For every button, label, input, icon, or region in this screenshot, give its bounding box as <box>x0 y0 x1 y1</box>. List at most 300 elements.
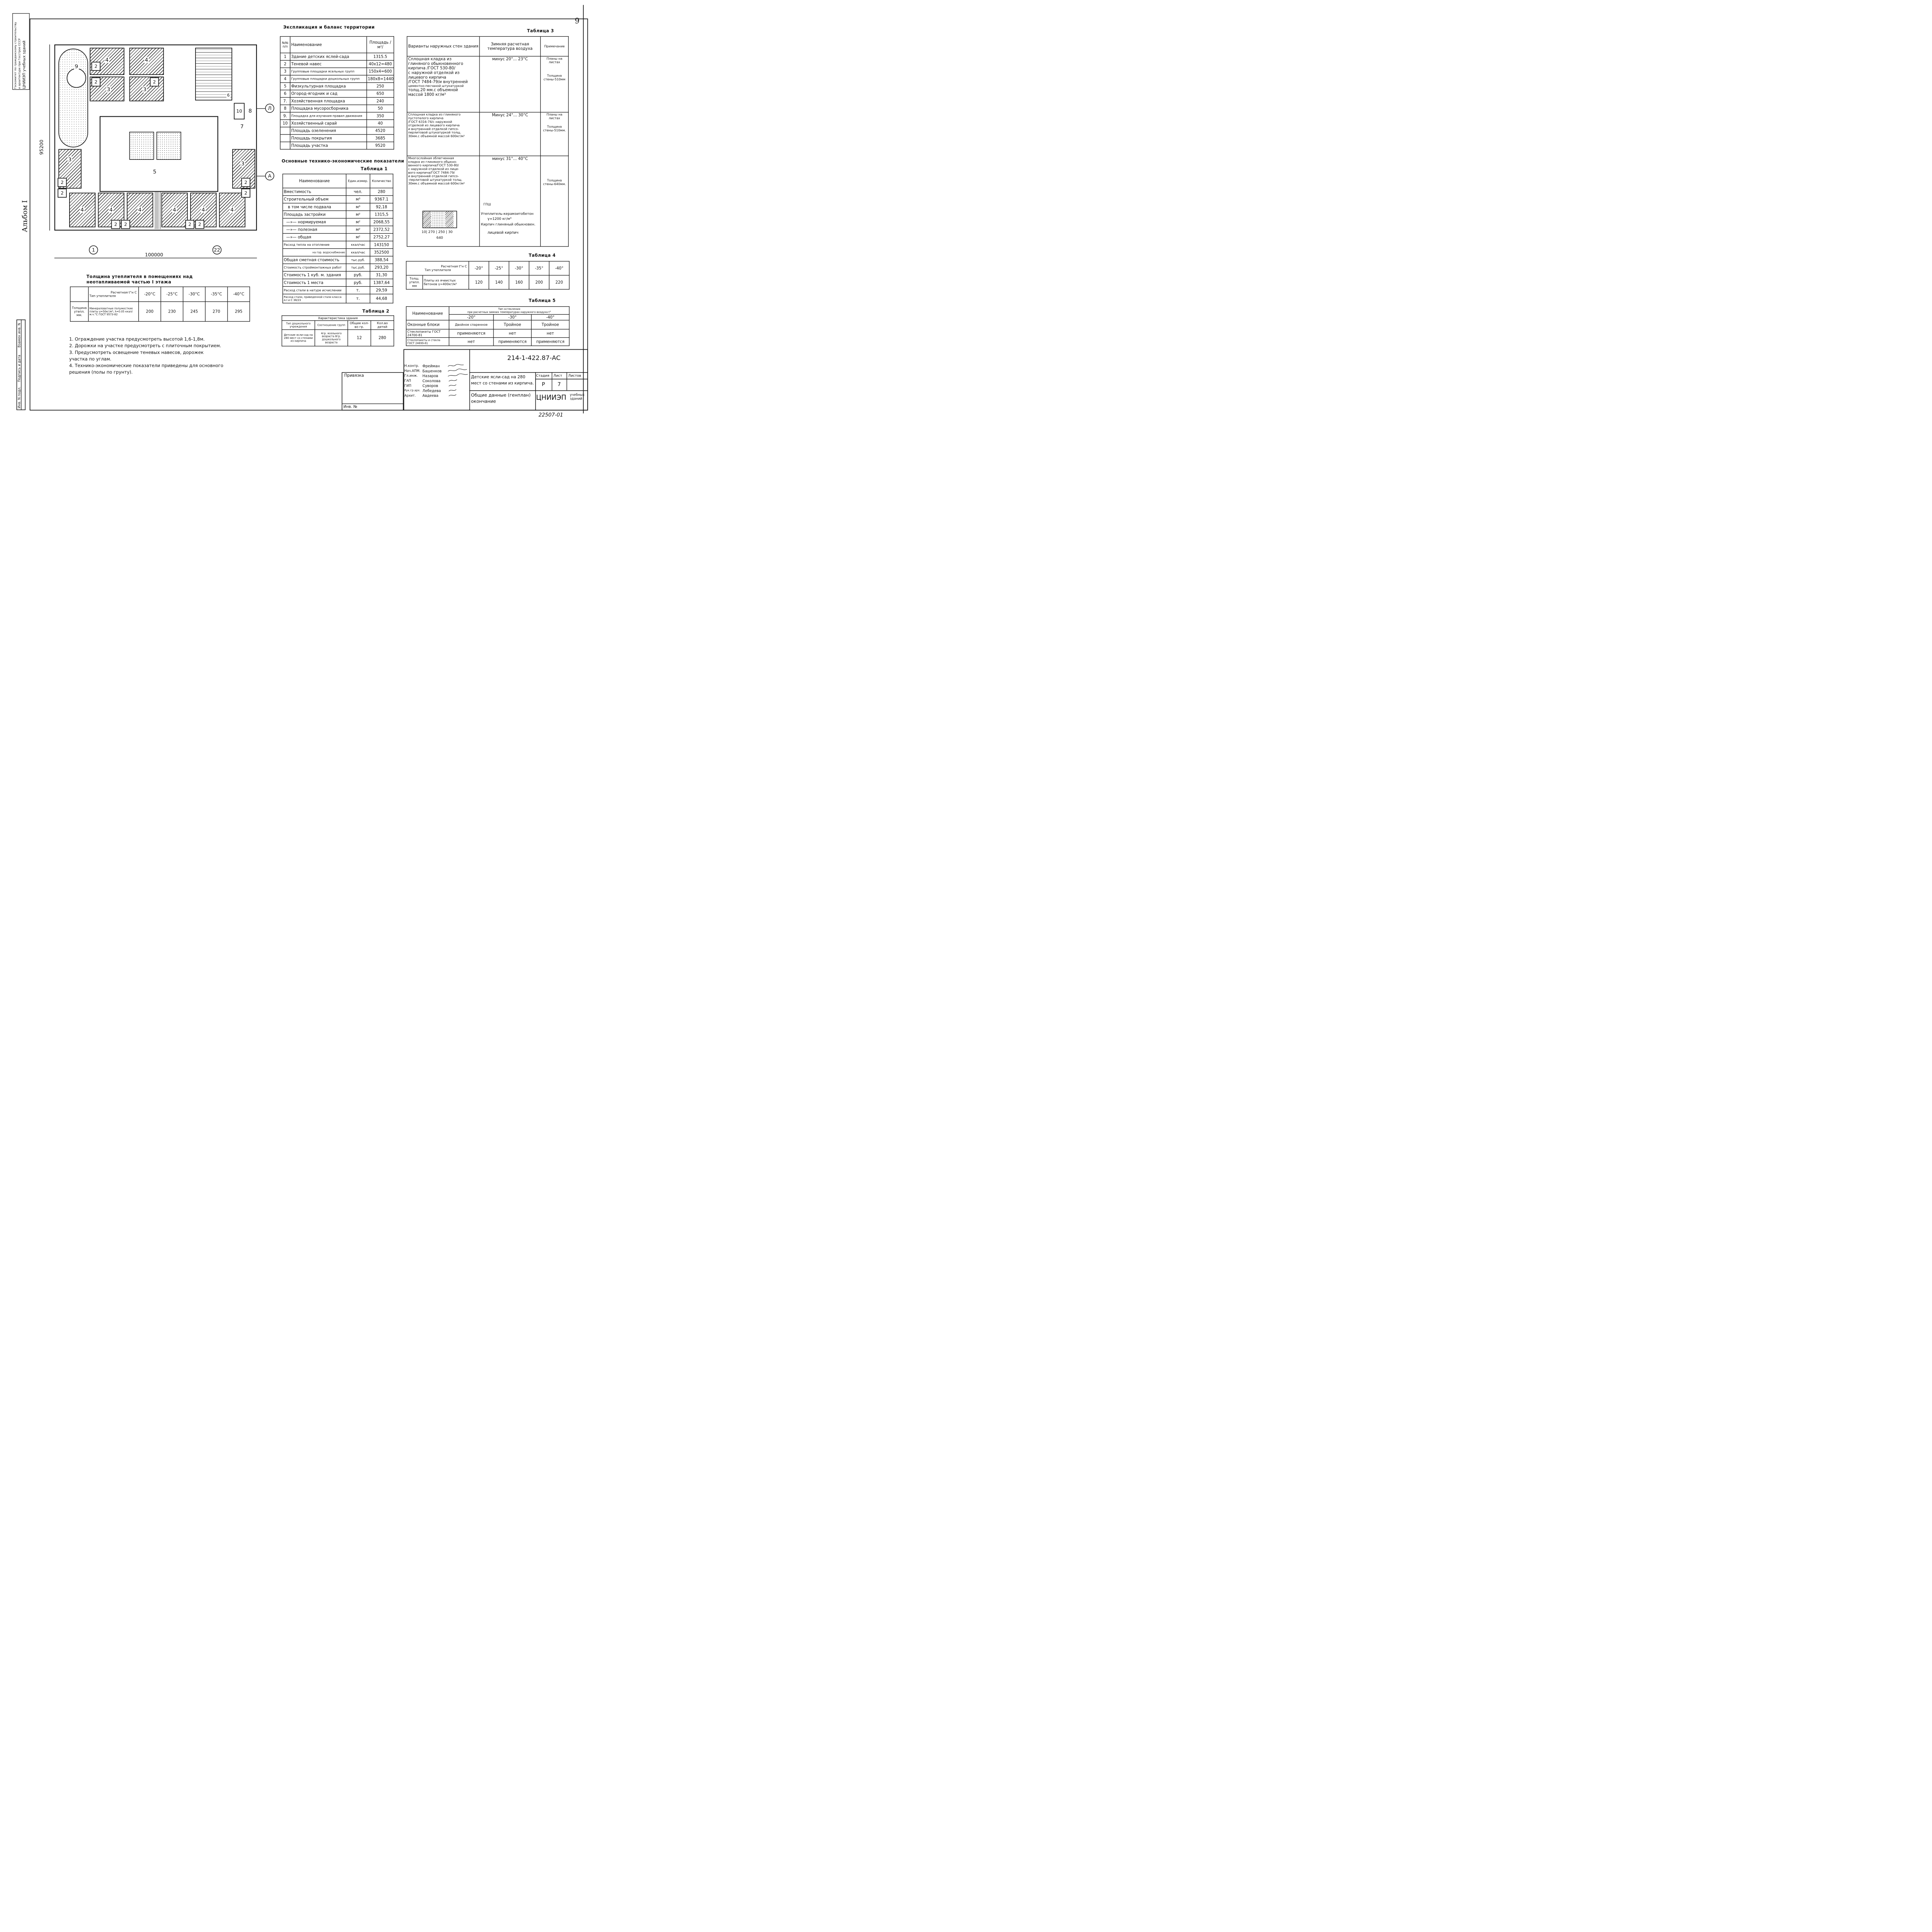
t1-row-11-unit: тыс.руб. <box>346 264 370 272</box>
insul-title-1: Толщина утеплителя в помещениях над <box>86 274 193 279</box>
t1-row-3-name: в том числе подвала <box>283 203 346 211</box>
t1-row-6-name: —»— полезная <box>283 226 346 234</box>
expl-row-9-name: Площадка для изучения правил движения <box>290 112 367 119</box>
t5-row-1-c1: Двойное спаренное <box>449 320 493 329</box>
t1-row-1-qty: 280 <box>370 188 393 196</box>
t3-r1-l4: с наружной отделкой из <box>408 70 460 75</box>
t1-row-14-qty: 29,59 <box>370 286 393 294</box>
t3-r1-n5: стены-510мм <box>543 77 566 81</box>
t5-row-3-c3: применяются <box>531 338 569 346</box>
expl-row-12-name: Площадь покрытия <box>290 134 367 142</box>
t3-r1-gap <box>541 64 567 74</box>
ti-value-5: 295 <box>228 302 250 321</box>
t4-value-1: 120 <box>469 275 489 289</box>
zone-7-label: 7 <box>240 123 244 130</box>
expl-row-5-name: Физкультурная площадка <box>290 83 367 90</box>
t2-cell-type: Детские ясли-сад на 280 мест со стенами из кирпича <box>282 330 315 346</box>
t2-header-type: Тип дошкольного учреждения <box>282 321 315 330</box>
ti-header-top: Расчетная t°н С <box>111 290 137 294</box>
expl-row-5-area: 250 <box>367 83 394 90</box>
t5-row-3-c1: нет <box>449 338 493 346</box>
wall-layer-1 <box>423 211 431 228</box>
expl-header-num: №№ п/п <box>280 36 290 53</box>
t1-row-6-unit: м² <box>346 226 370 234</box>
detail-face-label: лицевой кирпич <box>487 230 519 235</box>
traffic-area-9 <box>58 49 88 148</box>
t3-header-variants: Варианты наружных стен здания <box>407 36 480 56</box>
t1-row-15-unit: т. <box>346 294 370 303</box>
t3-r2-n5: стены-510мм. <box>543 128 566 132</box>
expl-row-13-name: Площадь участка <box>290 142 367 149</box>
canopy-2-h: 2 <box>185 220 194 229</box>
t5-row-3-name: Стеклопакеты и стекла ГОСТ 24699-81 <box>406 338 449 346</box>
name-7: Авдеева <box>422 393 439 398</box>
role-6: Рук.гр.арх. <box>404 388 421 392</box>
axis-l-line <box>257 108 265 109</box>
ti-temp-5: -40°С <box>228 287 250 301</box>
t3-row-2-desc <box>407 112 480 156</box>
t3-r3-l2: кладка из глиняного обыкно- <box>408 160 457 164</box>
t3-r3-l4: с наружной отделкой из лице- <box>408 167 459 171</box>
expl-header-name: Наименование <box>290 36 367 53</box>
ti-value-3: 245 <box>183 302 206 321</box>
title-divider-v2 <box>535 372 536 410</box>
t3-r1-l1: Сплошная кладка из <box>408 56 452 61</box>
name-1: Фрейман <box>422 364 440 368</box>
sheet-corner-number: 9 <box>575 16 580 26</box>
expl-row-10-name: Хозяйственный сарай <box>290 120 367 127</box>
t1-row-14-unit: т. <box>346 286 370 294</box>
ti-header-corner <box>88 287 139 301</box>
role-3: Гл.инж. <box>404 374 418 378</box>
t1-row-5-qty: 2068,55 <box>370 218 393 226</box>
expl-row-11-area: 4520 <box>367 127 394 134</box>
t3-r3-n5: стены-640мм. <box>543 182 566 186</box>
table2 <box>282 315 394 346</box>
detail-dims: 10| 270 | 250 | 30 <box>422 230 453 234</box>
t4-temp-4: -35° <box>529 261 549 275</box>
t4-temp-1: -20° <box>469 261 489 275</box>
t1-row-7-name: —»— общая <box>283 233 346 241</box>
name-4: Соколова <box>422 379 440 383</box>
strip-replace-label: Взамен инв. N <box>17 323 21 348</box>
signature-4 <box>449 379 457 381</box>
zone-4-b2-label: 4 <box>109 206 113 213</box>
traffic-circle <box>67 68 86 88</box>
t4-value-4: 200 <box>529 275 549 289</box>
t1-row-15-name: Расход стали, приведенной стали класса А-I и С 38/23 <box>283 294 346 303</box>
plan-dim-vertical: 95200 <box>39 139 44 155</box>
zone-3-top-label: 3 <box>107 86 111 93</box>
t1-row-2-unit: м³ <box>346 196 370 203</box>
zone-4-mid-label: 4 <box>145 57 148 63</box>
canopy-2-c: 2 <box>150 77 159 86</box>
t5-temp-1: -20° <box>449 315 493 320</box>
t5-header-top-title: Тип остекления <box>498 307 520 311</box>
zone-4-b3-label: 4 <box>138 206 142 213</box>
t4-header-corner <box>406 261 469 275</box>
expl-row-3-num: 3 <box>280 68 290 75</box>
role-4: ГАП <box>404 379 411 383</box>
t4-value-3: 160 <box>509 275 529 289</box>
t1-row-10-qty: 388,54 <box>370 256 393 264</box>
canopy-2-k: 2 <box>241 189 250 197</box>
table1-label: Таблица 1 <box>361 166 388 172</box>
signatures <box>447 363 469 399</box>
role-1: Н.контр. <box>404 364 419 368</box>
sheet-value: 7 <box>557 381 561 388</box>
zone-6-label: 6 <box>227 93 230 98</box>
detail-gpsh-label: ГПШ <box>483 202 491 206</box>
drawing-code: 214-1-422.87-АС <box>507 354 561 362</box>
t3-r2-l6: перлитовой штукатуркой толщ. <box>408 131 461 134</box>
drawing-sheet <box>0 0 603 422</box>
t5-temp-3: -40° <box>531 315 569 320</box>
ti-value-2: 230 <box>161 302 183 321</box>
t3-r2-gap <box>541 120 567 125</box>
zone-4-b4-label: 4 <box>173 206 176 213</box>
title-divider-v4 <box>566 372 567 390</box>
dim-line-vertical <box>49 44 50 231</box>
t3-r1-l8: толщ.20 мм.с объемной <box>408 87 458 92</box>
expl-row-4-num: 4 <box>280 75 290 83</box>
detail-insul-label: Утеплитель-керамзитобетон <box>481 211 534 216</box>
zone-9-label: 9 <box>75 63 78 70</box>
signature-3 <box>448 374 468 376</box>
expl-row-10-area: 40 <box>367 120 394 127</box>
role-2: Нач.АПМ. <box>404 369 421 373</box>
expl-row-11-name: Площадь озеленения <box>290 127 367 134</box>
signature-5 <box>449 384 456 386</box>
t3-r2-l7: 30мм.с объемной массой 600кг/м³ <box>408 134 465 138</box>
axis-1-marker: 1 <box>89 245 98 254</box>
note-2: 2. Дорожки на участке предусмотреть с плиточным покрытием. <box>69 343 221 349</box>
t1-row-9-name: на гор. водоснабжение <box>283 248 346 256</box>
t2-header-groups: Общее кол-во гр. <box>348 321 371 330</box>
org-sub: учебных зданий <box>570 393 585 401</box>
t1-row-13-unit: руб. <box>346 279 370 287</box>
explication-table <box>280 36 394 150</box>
canopy-2-e: 2 <box>58 189 66 197</box>
t4-header-type: Тип утеплителя <box>424 268 451 272</box>
note-4: 4. Технико-экономические показатели приведены для основного <box>69 363 223 368</box>
t5-row-1-c2: Тройное <box>493 320 531 329</box>
t1-row-13-qty: 1387,64 <box>370 279 393 287</box>
wall-detail <box>422 211 457 228</box>
expl-row-8-name: Площадка мусоросборника <box>290 105 367 112</box>
inv-label: Инв. № <box>343 404 357 409</box>
t1-row-1-unit: чел. <box>346 188 370 196</box>
t1-row-14-name: Расход стали в натуре исчислении <box>283 286 346 294</box>
t3-r3-n4: Толщина <box>547 179 562 182</box>
t1-header-unit: Един.измер. <box>346 174 370 188</box>
sheet-title: Общие данные (генплан) окончание <box>471 392 531 404</box>
ti-row-label: Толщина утепл. мм. <box>70 302 88 321</box>
t1-row-4-name: Площадь застройки <box>283 211 346 218</box>
insulation-table <box>70 287 250 322</box>
detail-brick-label: Кирпич глиняный обыкновен. <box>481 222 536 226</box>
t3-r1-n2: листах <box>549 60 560 64</box>
zone-5-label: 5 <box>153 168 156 175</box>
t3-r3-l7: -перлитовой штукатуркой толщ. <box>408 178 463 182</box>
expl-row-6-area: 650 <box>367 90 394 97</box>
canopy-2-g: 2 <box>121 220 130 229</box>
t1-row-3-qty: 92,18 <box>370 203 393 211</box>
ti-temp-1: -20°С <box>139 287 161 301</box>
t1-header-qty: Количество <box>370 174 393 188</box>
expl-row-7-name: Хозяйственная площадка <box>290 97 367 105</box>
t4-value-5: 220 <box>549 275 569 289</box>
note-3: 3. Предусмотреть освещение теневых навесов, дорожек <box>69 350 204 355</box>
t5-row-2-name: Стеклопакеты ГОСТ 24700-81 <box>406 329 449 338</box>
t3-r2-l5: и внутренней отделкой гипсо- <box>408 127 459 131</box>
expl-row-1-name: Здание детских яслей-сада <box>290 53 367 60</box>
expl-row-9-num: 9. <box>280 112 290 119</box>
insul-title-2: неотапливаемой частью I этажа <box>86 279 172 285</box>
table4 <box>406 261 570 290</box>
canopy-2-f: 2 <box>111 220 120 229</box>
signature-2 <box>448 369 467 372</box>
axis-22-marker: 22 <box>213 245 221 254</box>
t3-r1-n1: Планы на <box>546 56 563 61</box>
stage-header: Стадия <box>536 373 549 378</box>
t1-row-9-unit: ккал/час <box>346 248 370 256</box>
ti-temp-2: -25°С <box>161 287 183 301</box>
t3-r3-gap <box>541 156 567 179</box>
t3-r2-n4: Толщина <box>547 125 562 129</box>
expl-row-11-num <box>280 127 290 134</box>
t3-row-1-temp: минус 20°... 23°С <box>480 56 541 112</box>
note-3-cont: участка по углам. <box>69 356 112 362</box>
expl-row-12-area: 3685 <box>367 134 394 142</box>
zone-3-right-label: 3 <box>241 160 245 167</box>
t1-row-11-qty: 293,20 <box>370 264 393 272</box>
t4-temp-3: -30° <box>509 261 529 275</box>
canopy-2-j: 2 <box>241 178 250 187</box>
t3-row-2-note <box>541 112 568 156</box>
ti-row-type: Минераловатные полужесткие плиты γ=50кг/м³; λ=0.05 ккал/м.ч.°С ГОСТ 9573-82 <box>88 302 139 321</box>
t1-row-8-qty: 143150 <box>370 241 393 249</box>
t3-r3-l8: 30мм.с объемной массой 600кг/м³ <box>408 181 465 185</box>
name-3: Назаров <box>422 374 439 378</box>
strip-sign-label: Подпись и дата <box>17 355 21 382</box>
expl-row-7-area: 240 <box>367 97 394 105</box>
title-divider-h3 <box>469 390 588 391</box>
t1-row-2-name: Строительный объем <box>283 196 346 203</box>
expl-row-2-name: Теневой навес <box>290 60 367 68</box>
t1-row-6-qty: 2372,52 <box>370 226 393 234</box>
t3-r1-l9: массой 1800 кг/м³ <box>408 92 446 97</box>
canopy-2-i: 2 <box>195 220 204 229</box>
t1-row-4-qty: 1315,5 <box>370 211 393 218</box>
t5-row-3-c2: применяются <box>493 338 531 346</box>
t1-row-12-name: Стоимость 1 куб. м. здания <box>283 271 346 279</box>
t5-row-2-c3: нет <box>531 329 569 338</box>
t3-r2-n2: листах <box>549 116 560 120</box>
t2-header-children: Кол.во детей <box>371 321 394 330</box>
site-plan <box>54 44 257 231</box>
t3-row-2-temp: Минус 24°... 30°С <box>480 112 541 156</box>
t1-row-10-name: Общая сметная стоимость <box>283 256 346 264</box>
center-walkway <box>154 192 161 229</box>
zone-4-b6-label: 4 <box>230 206 234 213</box>
t4-value-2: 140 <box>489 275 509 289</box>
expl-row-13-area: 9520 <box>367 142 394 149</box>
zone-3-mid-label: 3 <box>143 86 147 93</box>
project-title: Детские ясли-сад на 280 мест со стенами из кирпича. <box>471 374 534 386</box>
t3-r3-l5: вого кирпича/ГОСТ 7484-79/ <box>408 170 455 175</box>
detail-insul-density: γ=1200 кг/м³ <box>487 216 512 221</box>
expl-row-7-num: 7. <box>280 97 290 105</box>
expl-row-10-num: 10 <box>280 120 290 127</box>
t4-header-top: Расчетная t°н С <box>441 264 467 269</box>
plan-dim-horizontal: 100000 <box>145 252 163 258</box>
wall-layer-3 <box>445 211 453 228</box>
t3-r1-l3: кирпича /ГОСТ 530-80/ <box>408 66 456 71</box>
explication-title: Экспликация и баланс территории <box>283 24 375 30</box>
table4-label: Таблица 4 <box>529 253 556 258</box>
expl-row-2-area: 40x12=480 <box>367 60 394 68</box>
t4-row-label: Толщ. утепл. мм <box>406 275 423 289</box>
privyazka-label: Привязка <box>344 373 364 378</box>
t4-row-type: Плиты из ячеистых бетонов γ=400кг/м³ <box>423 275 469 289</box>
signature-1 <box>448 364 463 366</box>
t5-header-top <box>449 306 569 314</box>
expl-header-area: Площадь /м²/ <box>367 36 394 53</box>
expl-row-3-name: Групповые площадки ясельных групп <box>290 68 367 75</box>
zone-4-b1-label: 4 <box>80 206 84 213</box>
t2-cell-children: 280 <box>371 330 394 346</box>
zone-4-top-label: 4 <box>105 57 109 63</box>
ti-value-4: 270 <box>205 302 228 321</box>
role-5: ГИП <box>404 384 412 388</box>
expl-row-13-num <box>280 142 290 149</box>
wall-layer-2 <box>432 211 444 228</box>
t1-row-15-qty: 44,68 <box>370 294 393 303</box>
stage-value: Р <box>542 381 545 388</box>
expl-row-6-num: 6 <box>280 90 290 97</box>
t1-row-13-name: Стоимость 1 места <box>283 279 346 287</box>
t3-r3-l1: Многослойная облегченная <box>408 156 454 160</box>
detail-total: 640 <box>436 235 443 240</box>
table1-heading: Основные технико-экономические показатели <box>281 158 405 164</box>
t3-r1-l5: лицевого кирпича <box>408 75 446 80</box>
zone-8-label: 8 <box>248 108 252 114</box>
garden-area-6 <box>195 48 232 100</box>
t1-row-8-name: Расход тепла на отопление <box>283 241 346 249</box>
t1-row-9-qty: 352500 <box>370 248 393 256</box>
t2-header-ratio: Соотношение групп <box>315 321 348 330</box>
t3-r2-l2: пустотелого кирпича <box>408 116 444 120</box>
t1-row-12-qty: 31,30 <box>370 271 393 279</box>
t3-row-3-note <box>541 156 568 246</box>
canopy-2-d: 2 <box>58 178 66 187</box>
t3-r1-n4: Толщина <box>547 74 562 78</box>
expl-row-1-area: 1315.5 <box>367 53 394 60</box>
expl-row-6-name: Огород-ягодник и сад <box>290 90 367 97</box>
t5-temp-2: -30° <box>493 315 531 320</box>
t3-r2-l3: /ГОСТ 6316-74/с наружной <box>408 120 452 124</box>
ti-header-empty <box>70 287 88 301</box>
t3-r3-l6: и внутренней отделкой гипсо- <box>408 174 459 178</box>
ti-temp-4: -35°С <box>205 287 228 301</box>
t5-row-2-c1: применяются <box>449 329 493 338</box>
expl-row-4-name: Групповые площадки дошкольных групп <box>290 75 367 83</box>
canopy-2-a: 2 <box>92 62 100 71</box>
t1-row-4-unit: м² <box>346 211 370 218</box>
expl-row-12-num <box>280 134 290 142</box>
table3-label: Таблица 3 <box>527 28 554 34</box>
t3-header-note: Примечание <box>541 36 568 56</box>
t3-r2-n1: Планы на <box>546 112 563 117</box>
name-5: Суворов <box>422 384 438 388</box>
zone-3-left-label: 3 <box>68 156 72 163</box>
side-stamp-line-3: ЦНИИЭП учебных зданий <box>22 40 26 89</box>
table2-label: Таблица 2 <box>362 309 389 314</box>
note-1: 1. Ограждение участка предусмотреть высотой 1,6-1,8м. <box>69 337 205 342</box>
t1-row-12-unit: руб. <box>346 271 370 279</box>
name-6: Лебедева <box>422 388 441 393</box>
t1-row-11-name: Стоимость строймонтажных работ <box>283 264 346 272</box>
t5-row-1-name: Оконные блоки <box>406 320 449 329</box>
expl-row-4-area: 180x8=1440 <box>367 75 394 83</box>
t1-row-7-unit: м² <box>346 233 370 241</box>
ti-header-type: Тип утеплителя <box>89 294 116 298</box>
expl-row-9-area: 350 <box>367 112 394 119</box>
title-divider-v1 <box>469 349 470 411</box>
t4-temp-5: -40° <box>549 261 569 275</box>
album-label: Альбом I <box>20 200 29 232</box>
side-stamp-line-2: и архитектуре при Госстрое СССР <box>17 38 21 89</box>
t3-r1-l7: цементно-песчаной штукатуркой <box>408 84 464 88</box>
sheet-header: Лист <box>553 373 562 378</box>
court-left <box>129 132 154 160</box>
t2-cell-groups: 12 <box>348 330 371 346</box>
t4-temp-2: -25° <box>489 261 509 275</box>
signature-7 <box>449 395 456 396</box>
t3-row-1-note <box>541 56 568 112</box>
t1-row-1-name: Вместимость <box>283 188 346 196</box>
axis-a-marker: А <box>265 171 274 180</box>
t3-r2-l1: Сплошная кладка из глиняного <box>408 112 461 117</box>
t1-row-10-unit: тыс.руб. <box>346 256 370 264</box>
ti-value-1: 200 <box>139 302 161 321</box>
strip-inv-label: Инв. N подл. <box>17 386 21 409</box>
side-stamp-line-1: Госкомитет по гражданскому строительству <box>14 22 17 89</box>
role-7: Архит. <box>404 393 416 398</box>
t5-row-2-c2: нет <box>493 329 531 338</box>
t1-row-5-unit: м² <box>346 218 370 226</box>
inv-divider <box>342 403 403 404</box>
shed-10: 10 <box>234 103 245 119</box>
ti-temp-3: -30°С <box>183 287 206 301</box>
t3-row-3-temp: минус 31°... 40°С <box>480 156 541 246</box>
t1-row-5-name: —»— нормируемая <box>283 218 346 226</box>
table5-label: Таблица 5 <box>529 298 556 303</box>
expl-row-3-area: 150x4=600 <box>367 68 394 75</box>
t3-r2-l4: отделкой из лицевого кирпича <box>408 123 460 128</box>
signature-6 <box>449 389 456 391</box>
t2-cell-ratio: 4гр. ясельного возраста 8гр. дошкольного возраста <box>315 330 348 346</box>
sheets-header: Листов <box>568 373 581 378</box>
t2-title: Характеристика здания <box>282 316 394 321</box>
table5 <box>406 306 570 346</box>
expl-row-5-num: 5 <box>280 83 290 90</box>
t3-r1-l6: /ГОСТ 7484-79/и внутренней <box>408 79 468 84</box>
t1-row-2-qty: 9367.1 <box>370 196 393 203</box>
table1 <box>282 174 393 303</box>
name-2: Башенков <box>422 369 442 373</box>
